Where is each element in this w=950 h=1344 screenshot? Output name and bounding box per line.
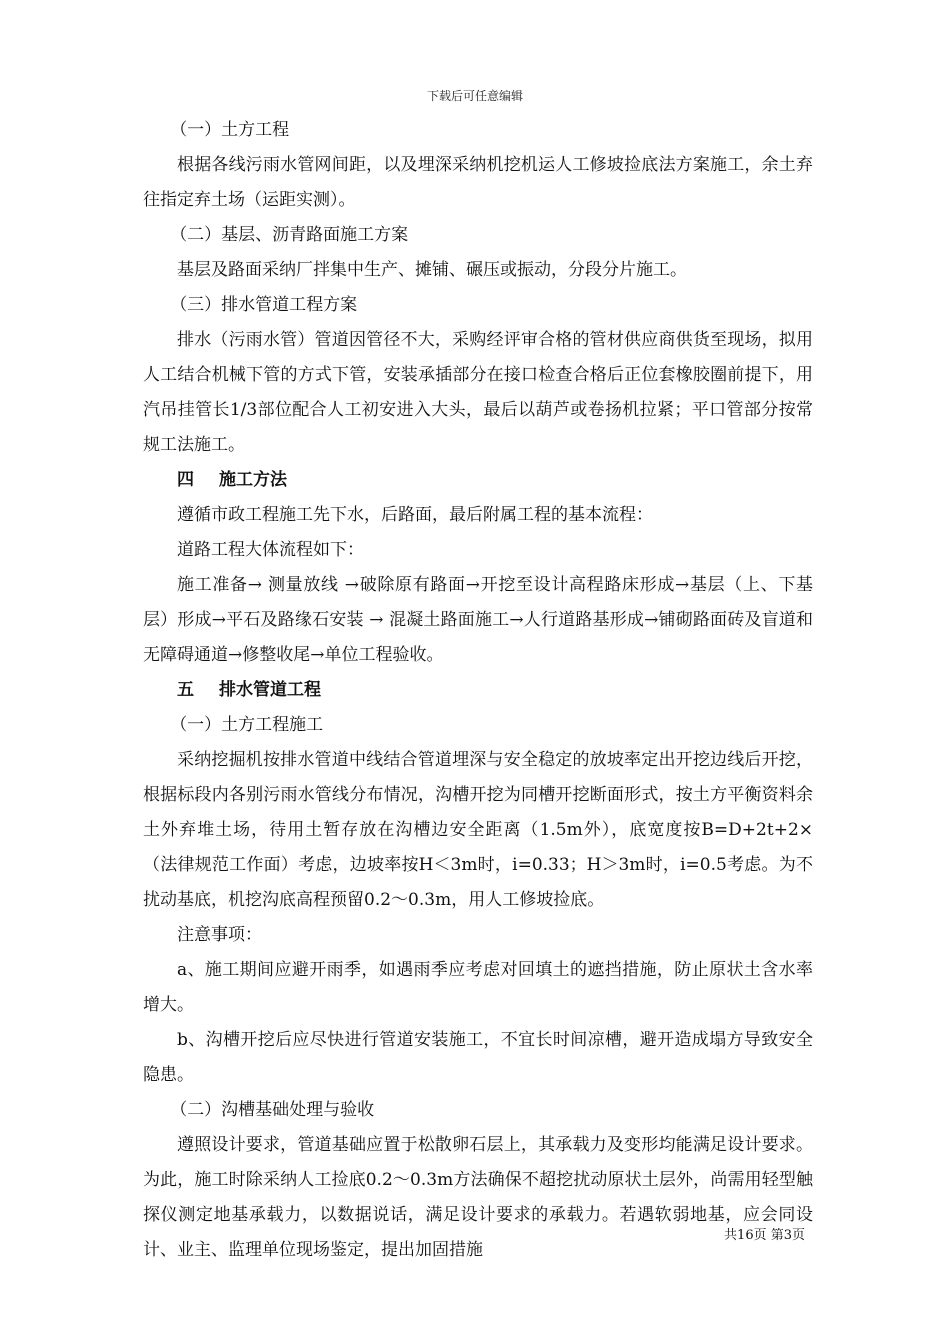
subsection-title: （二）沟槽基础处理与验收 — [170, 1100, 375, 1120]
subsection-title: （一）土方工程 — [170, 120, 290, 140]
paragraph: 采纳挖掘机按排水管道中线结合管道埋深与安全稳定的放坡率定出开挖边线后开挖，根据标段内各别污雨水管线分布情况，沟槽开挖为同槽开挖断面形式，按土方平衡资料余土外弃堆土场，待用土暂存放在沟槽边安全距离（1.5m外），底宽度按B=D+2t+2×（法律规范工作面）考虑，边坡率按H＜3m时，i=0.33；H＞3m时，i=0.5考虑。为不扰动基底，机挖沟底高程预留0.2～0.3m，用人工修坡捡底。 — [143, 750, 813, 910]
paragraph: 注意事项： — [177, 925, 262, 945]
subsection-title: （一）土方工程施工 — [170, 715, 324, 735]
section-heading — [143, 463, 813, 498]
subsection-title: （二）基层、沥青路面施工方案 — [170, 225, 409, 245]
paragraph: 排水（污雨水管）管道因管径不大，采购经评审合格的管材供应商供货至现场，拟用人工结合机械下管的方式下管，安装承插部分在接口检查合格后正位套橡胶圈前提下，用汽吊挂管长1/3部位配合人工初安进入大头，最后以葫芦或卷扬机拉紧；平口管部分按常规工法施工。 — [143, 330, 813, 455]
section-number: 四 — [177, 470, 194, 490]
paragraph: 道路工程大体流程如下： — [177, 540, 364, 560]
subsection-title: （三）排水管道工程方案 — [170, 295, 358, 315]
page-header: 下载后可任意编辑 — [426, 89, 523, 103]
paragraph: 根据各线污雨水管网间距，以及埋深采纳机挖机运人工修坡捡底法方案施工，余土弃往指定弃土场（运距实测）。 — [143, 155, 813, 210]
paragraph: 遵照设计要求，管道基础应置于松散卵石层上，其承载力及变形均能满足设计要求。为此，施工时除采纳人工捡底0.2～0.3m方法确保不超挖扰动原状土层外，尚需用轻型触探仪测定地基承载力，以数据说话，满足设计要求的承载力。若遇软弱地基，应会同设计、业主、监理单位现场鉴定，提出加固措施 — [143, 1135, 813, 1260]
paragraph: 施工准备→ 测量放线 →破除原有路面→开挖至设计高程路床形成→基层（上、下基层）形成→平石及路缘石安装 → 混凝土路面施工→人行道路基形成→铺砌路面砖及盲道和无障碍通道→修整收尾→单位工程验收。 — [143, 575, 813, 665]
section-number: 五 — [177, 680, 194, 700]
section-title: 施工方法 — [219, 470, 287, 490]
paragraph: b、沟槽开挖后应尽快进行管道安装施工，不宜长时间凉槽，避开造成塌方导致安全隐患。 — [143, 1030, 813, 1085]
paragraph: a、施工期间应避开雨季，如遇雨季应考虑对回填土的遮挡措施，防止原状土含水率增大。 — [143, 960, 813, 1015]
paragraph: 基层及路面采纳厂拌集中生产、摊铺、碾压或振动，分段分片施工。 — [177, 260, 687, 280]
page-footer: 共16页 第3页 — [724, 1228, 805, 1243]
document-body — [143, 113, 813, 1268]
paragraph: 遵循市政工程施工先下水，后路面，最后附属工程的基本流程： — [177, 505, 653, 525]
section-heading — [143, 673, 813, 708]
section-title: 排水管道工程 — [219, 680, 321, 700]
